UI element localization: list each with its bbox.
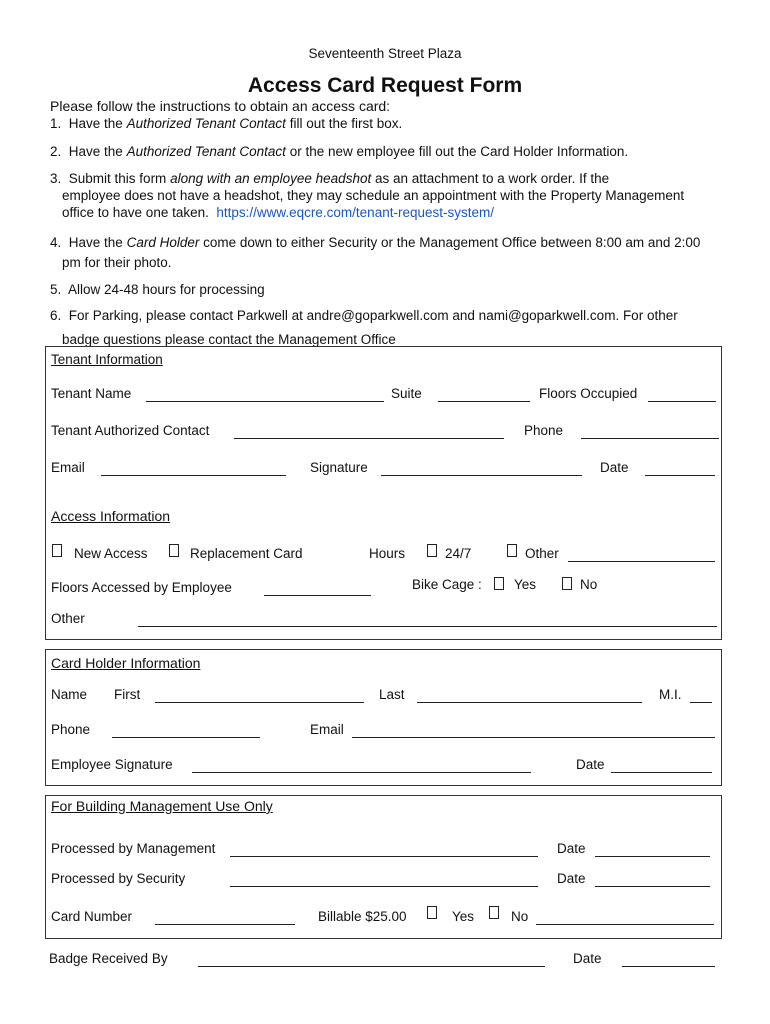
processed-security-label: Processed by Security xyxy=(51,871,186,886)
bike-cage-yes-label: Yes xyxy=(514,577,537,592)
card-number-label: Card Number xyxy=(51,909,133,924)
floors-occupied-field[interactable] xyxy=(648,401,716,402)
security-date-label: Date xyxy=(557,871,586,886)
holder-first-label: First xyxy=(114,687,141,702)
suite-label: Suite xyxy=(391,386,422,401)
replacement-card-checkbox[interactable] xyxy=(169,544,179,557)
holder-phone-field[interactable] xyxy=(112,737,260,738)
employee-signature-field[interactable] xyxy=(192,772,531,773)
hours-other-checkbox[interactable] xyxy=(507,544,517,557)
management-heading: For Building Management Use Only xyxy=(51,798,273,814)
mgmt-date-field[interactable] xyxy=(595,856,710,857)
bike-cage-yes-checkbox[interactable] xyxy=(494,577,504,590)
tenant-request-link[interactable]: https://www.eqcre.com/tenant-request-system/ xyxy=(216,205,494,220)
tenant-phone-label: Phone xyxy=(524,423,564,438)
holder-mi-field[interactable] xyxy=(690,702,712,703)
holder-date-label: Date xyxy=(576,757,605,772)
tenant-signature-label: Signature xyxy=(310,460,368,475)
mgmt-date-label: Date xyxy=(557,841,586,856)
instruction-3-line3: office to have one taken. https://www.eqcre.com/tenant-request-system/ xyxy=(62,205,494,220)
hours-other-field[interactable] xyxy=(568,561,715,562)
holder-name-label: Name xyxy=(51,687,88,702)
footer-date-label: Date xyxy=(573,951,602,966)
billable-yes-label: Yes xyxy=(452,909,475,924)
instruction-6: 6. For Parking, please contact Parkwell at andre@goparkwell.com and nami@goparkwell.com. For other xyxy=(50,308,678,323)
instruction-3: 3. Submit this form along with an employee headshot as an attachment to a work order. If the xyxy=(50,171,610,186)
instruction-5: 5. Allow 24-48 hours for processing xyxy=(50,282,265,297)
instruction-3-line2: employee does not have a headshot, they may schedule an appointment with the Property Management xyxy=(62,188,685,203)
hours-label: Hours xyxy=(369,546,406,561)
instruction-6-line2: badge questions please contact the Management Office xyxy=(62,332,396,347)
badge-received-field[interactable] xyxy=(198,966,545,967)
holder-date-field[interactable] xyxy=(611,772,712,773)
floors-accessed-field[interactable] xyxy=(264,595,371,596)
hours-other-label: Other xyxy=(525,546,559,561)
building-name: Seventeenth Street Plaza xyxy=(308,46,462,61)
billable-no-checkbox[interactable] xyxy=(489,906,499,919)
instruction-1: 1. Have the Authorized Tenant Contact fill out the first box. xyxy=(50,116,403,131)
holder-last-label: Last xyxy=(379,687,405,702)
replacement-card-label: Replacement Card xyxy=(190,546,303,561)
holder-phone-label: Phone xyxy=(51,722,91,737)
holder-mi-label: M.I. xyxy=(659,687,682,702)
instruction-4-line2: pm for their photo. xyxy=(62,255,172,270)
new-access-label: New Access xyxy=(74,546,148,561)
card-number-field[interactable] xyxy=(155,924,295,925)
instruction-2: 2. Have the Authorized Tenant Contact or the new employee fill out the Card Holder Information. xyxy=(50,144,629,159)
tenant-name-label: Tenant Name xyxy=(51,386,132,401)
floors-accessed-label: Floors Accessed by Employee xyxy=(51,580,232,595)
employee-signature-label: Employee Signature xyxy=(51,757,173,772)
authorized-contact-label: Tenant Authorized Contact xyxy=(51,423,210,438)
billable-no-field[interactable] xyxy=(536,924,714,925)
tenant-phone-field[interactable] xyxy=(581,438,719,439)
authorized-contact-field[interactable] xyxy=(234,438,504,439)
hours-247-checkbox[interactable] xyxy=(427,544,437,557)
holder-email-label: Email xyxy=(310,722,344,737)
processed-security-field[interactable] xyxy=(230,886,538,887)
access-info-heading: Access Information xyxy=(51,508,171,524)
page-title: Access Card Request Form xyxy=(247,74,523,97)
processed-mgmt-field[interactable] xyxy=(230,856,538,857)
holder-email-field[interactable] xyxy=(352,737,715,738)
tenant-signature-field[interactable] xyxy=(381,475,582,476)
access-other-label: Other xyxy=(51,611,85,626)
badge-received-label: Badge Received By xyxy=(49,951,168,966)
floors-occupied-label: Floors Occupied xyxy=(539,386,638,401)
processed-mgmt-label: Processed by Management xyxy=(51,841,216,856)
tenant-date-label: Date xyxy=(600,460,629,475)
bike-cage-label: Bike Cage : xyxy=(412,577,482,592)
suite-field[interactable] xyxy=(438,401,530,402)
bike-cage-no-label: No xyxy=(580,577,598,592)
bike-cage-no-checkbox[interactable] xyxy=(562,577,572,590)
footer-date-field[interactable] xyxy=(622,966,715,967)
billable-no-label: No xyxy=(511,909,529,924)
access-other-field[interactable] xyxy=(138,626,717,627)
hours-247-label: 24/7 xyxy=(445,546,472,561)
holder-first-field[interactable] xyxy=(155,702,364,703)
new-access-checkbox[interactable] xyxy=(52,544,62,557)
billable-yes-checkbox[interactable] xyxy=(427,906,437,919)
tenant-info-heading: Tenant Information xyxy=(51,352,163,367)
tenant-date-field[interactable] xyxy=(645,475,715,476)
instruction-4: 4. Have the Card Holder come down to either Security or the Management Office between 8:00 am and 2:00 xyxy=(50,235,701,250)
intro-text: Please follow the instructions to obtain an access card: xyxy=(50,98,391,114)
card-holder-heading: Card Holder Information xyxy=(51,655,201,671)
security-date-field[interactable] xyxy=(595,886,710,887)
tenant-email-field[interactable] xyxy=(101,475,286,476)
tenant-email-label: Email xyxy=(51,460,85,475)
billable-label: Billable $25.00 xyxy=(318,909,407,924)
holder-last-field[interactable] xyxy=(417,702,642,703)
tenant-name-field[interactable] xyxy=(146,401,384,402)
